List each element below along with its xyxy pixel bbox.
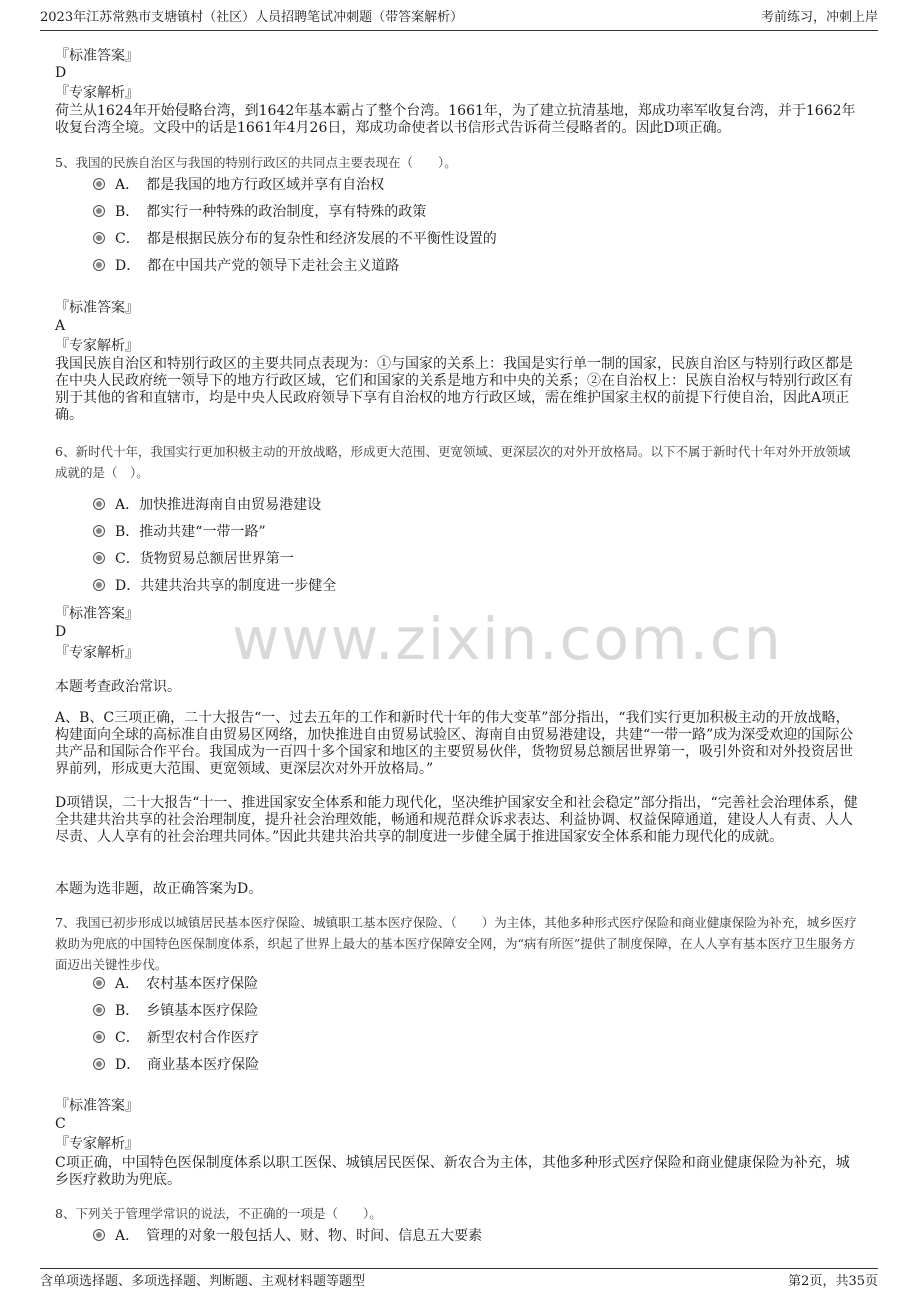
option-c[interactable] xyxy=(93,548,294,570)
analysis-label: 『专家解析』 xyxy=(55,338,139,354)
analysis-label: 『专家解析』 xyxy=(55,85,139,101)
analysis-paragraph: 本题为选非题，故正确答案为D。 xyxy=(55,881,263,897)
option-b[interactable] xyxy=(93,201,426,223)
radio-icon[interactable] xyxy=(93,552,105,564)
question-text: 5、我国的民族自治区与我国的特别行政区的共同点主要表现在（ ）。 xyxy=(55,155,457,170)
radio-icon[interactable] xyxy=(93,1229,105,1241)
page-number: 第2页，共35页 xyxy=(788,1274,878,1289)
option-label: A．加快推进海南自由贸易港建设 xyxy=(115,497,322,513)
analysis-paragraph: A、B、C三项正确，二十大报告“一、过去五年的工作和新时代十年的伟大变革”部分指出，“我们实行更加积极主动的开放战略，构建面向全球的高标准自由贸易区网络，加快推进自由贸易试验区、海南自由贸易港建设，共建“一带一路”成为深受欢迎的国际公共产品和国际合作平台。我国成为一百四十多个国家和地区的主要贸易伙伴，货物贸易总额居世界第一，吸引外资和对外投资居世界前列，形成更大范围、更宽领域、更深层次对外开放格局。” xyxy=(55,710,854,777)
answer-label: 『标准答案』 xyxy=(55,606,139,622)
option-label: A． 管理的对象一般包括人、财、物、时间、信息五大要素 xyxy=(115,1228,483,1244)
radio-icon[interactable] xyxy=(93,205,105,217)
option-a[interactable] xyxy=(93,973,258,995)
option-d[interactable] xyxy=(93,1054,259,1076)
option-label: C． 都是根据民族分布的复杂性和经济发展的不平衡性设置的 xyxy=(115,231,497,247)
option-label: C． 新型农村合作医疗 xyxy=(115,1030,259,1046)
radio-icon[interactable] xyxy=(93,498,105,510)
question-text: 7、我国已初步形成以城镇居民基本医疗保险、城镇职工基本医疗保险、（ ）为主体，其他多种形式医疗保险和商业健康保险为补充，城乡医疗救助为兜底的中国特色医保制度体系，织起了世界上最大的基本医疗保障安全网，为“病有所医”提供了制度保障，在人人享有基本医疗卫生服务方面迈出关键性步伐。 xyxy=(55,915,857,972)
option-b[interactable] xyxy=(93,521,266,543)
page-footer xyxy=(40,1268,878,1293)
option-label: B．推动共建“一带一路” xyxy=(115,524,266,540)
question-text: 8、下列关于管理学常识的说法，不正确的一项是（ ）。 xyxy=(55,1206,382,1221)
answer-value: D xyxy=(55,624,67,640)
radio-icon[interactable] xyxy=(93,977,105,989)
question-text: 6、新时代十年，我国实行更加积极主动的开放战略，形成更大范围、更宽领域、更深层次的对外开放格局。以下不属于新时代十年对外开放领域成就的是（ ）。 xyxy=(55,444,851,480)
option-label: D． 都在中国共产党的领导下走社会主义道路 xyxy=(115,258,400,274)
option-d[interactable] xyxy=(93,255,399,277)
radio-icon[interactable] xyxy=(93,1058,105,1070)
option-label: D． 商业基本医疗保险 xyxy=(115,1057,260,1073)
option-a[interactable] xyxy=(93,1225,482,1247)
option-c[interactable] xyxy=(93,1027,259,1049)
radio-icon[interactable] xyxy=(93,1004,105,1016)
answer-label: 『标准答案』 xyxy=(55,300,139,316)
watermark: www.zixin.com.cn xyxy=(232,605,783,673)
option-label: B． 乡镇基本医疗保险 xyxy=(115,1003,259,1019)
radio-icon[interactable] xyxy=(93,232,105,244)
option-d[interactable] xyxy=(93,575,336,597)
option-b[interactable] xyxy=(93,1000,258,1022)
analysis-paragraph: 本题考查政治常识。 xyxy=(55,679,181,695)
analysis-text: 荷兰从1624年开始侵略台湾，到1642年基本霸占了整个台湾。1661年，为了建立抗清基地，郑成功率军收复台湾，并于1662年收复台湾全境。文段中的话是1661年4月26日，郑成功命使者以书信形式告诉荷兰侵略者的。因此D项正确。 xyxy=(55,103,856,136)
question-types: 含单项选择题、多项选择题、判断题、主观材料题等题型 xyxy=(40,1274,366,1289)
answer-value: C xyxy=(55,1116,66,1132)
radio-icon[interactable] xyxy=(93,579,105,591)
radio-icon[interactable] xyxy=(93,178,105,190)
option-a[interactable] xyxy=(93,494,321,516)
option-label: B． 都实行一种特殊的政治制度，享有特殊的政策 xyxy=(115,204,427,220)
answer-label: 『标准答案』 xyxy=(55,1098,139,1114)
option-c[interactable] xyxy=(93,228,497,250)
radio-icon[interactable] xyxy=(93,259,105,271)
document-title: 2023年江苏常熟市支塘镇村（社区）人员招聘笔试冲刺题（带答案解析） xyxy=(40,10,464,25)
answer-label: 『标准答案』 xyxy=(55,48,139,64)
answer-value: A xyxy=(55,318,66,334)
option-label: A． 农村基本医疗保险 xyxy=(115,976,259,992)
analysis-label: 『专家解析』 xyxy=(55,645,139,661)
radio-icon[interactable] xyxy=(93,525,105,537)
option-label: A． 都是我国的地方行政区域并享有自治权 xyxy=(115,177,385,193)
page-header xyxy=(40,8,878,31)
option-label: C．货物贸易总额居世界第一 xyxy=(115,551,294,567)
answer-value: D xyxy=(55,65,67,81)
option-a[interactable] xyxy=(93,174,384,196)
radio-icon[interactable] xyxy=(93,1031,105,1043)
analysis-paragraph: D项错误，二十大报告“十一、推进国家安全体系和能力现代化，坚决维护国家安全和社会稳定”部分指出，“完善社会治理体系，健全共建共治共享的社会治理制度，提升社会治理效能，畅通和规范群众诉求表达、利益协调、权益保障通道，建设人人有责、人人尽责、人人享有的社会治理共同体。”因此共建共治共享的制度进一步健全属于推进国家安全体系和能力现代化的成就。 xyxy=(55,795,858,845)
header-slogan: 考前练习，冲刺上岸 xyxy=(760,10,878,25)
option-label: D．共建共治共享的制度进一步健全 xyxy=(115,578,337,594)
analysis-label: 『专家解析』 xyxy=(55,1136,139,1152)
analysis-text: 我国民族自治区和特别行政区的主要共同点表现为：①与国家的关系上：我国是实行单一制的国家，民族自治区与特别行政区都是在中央人民政府统一领导下的地方行政区域，它们和国家的关系是地方和中央的关系；②在自治权上：民族自治权与特别行政区有别于其他的省和直辖市，均是中央人民政府领导下享有自治权的地方行政区域，需在维护国家主权的前提下行使自治，因此A项正确。 xyxy=(55,356,853,423)
analysis-text: C项正确，中国特色医保制度体系以职工医保、城镇居民医保、新农合为主体，其他多种形式医疗保险和商业健康保险为补充，城乡医疗救助为兜底。 xyxy=(55,1155,850,1188)
